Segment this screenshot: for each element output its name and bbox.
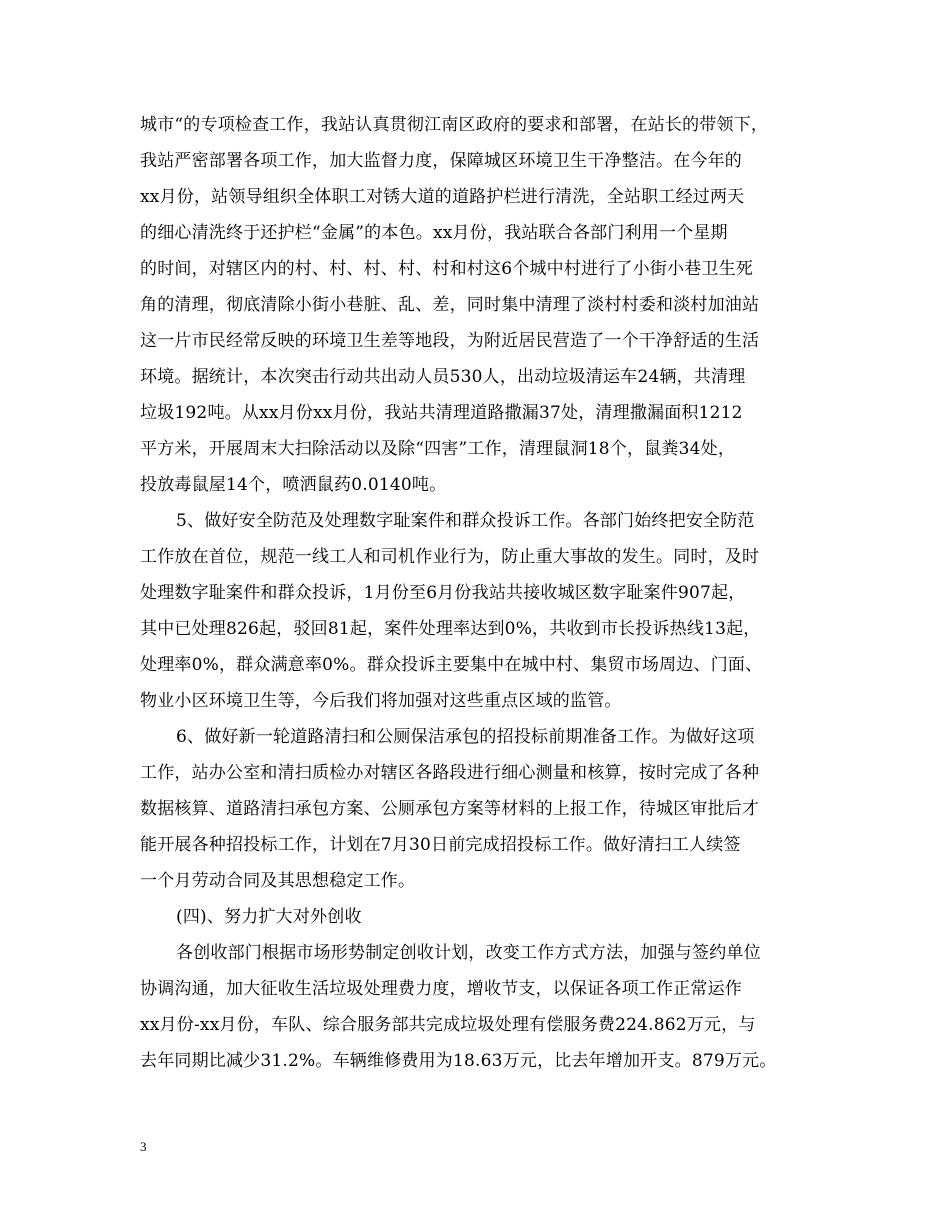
text-line: 工作放在首位，规范一线工人和司机作业行为，防止重大事故的发生。同时，及时	[140, 547, 760, 567]
text-line: 环境。据统计，本次突击行动共出动人员530人，出动垃圾清运车24辆，共清理	[140, 367, 746, 387]
text-line: 其中已处理826起，驳回81起，案件处理率达到0%，共收到市长投诉热线13起，	[140, 619, 761, 639]
text-line: 投放毒鼠屋14个，喷洒鼠药0.0140吨。	[140, 475, 447, 495]
text-line: 一个月劳动合同及其思想稳定工作。	[140, 871, 416, 891]
section-heading: (四)、努力扩大对外创收	[176, 907, 362, 927]
text-line: 去年同期比减少31.2%。车辆维修费用为18.63万元，比去年增加开支。879万元。	[140, 1051, 777, 1071]
text-line: xx月份-xx月份，车队、综合服务部共完成垃圾处理有偿服务费224.862万元，与	[140, 1015, 756, 1035]
text-line: xx月份，站领导组织全体职工对锈大道的道路护栏进行清洗，全站职工经过两天	[140, 187, 745, 207]
text-line: 城市“的专项检查工作，我站认真贯彻江南区政府的要求和部署，在站长的带领下，	[140, 115, 769, 135]
text-line: 物业小区环境卫生等，今后我们将加强对这些重点区域的监管。	[140, 691, 622, 711]
text-line: 垃圾192吨。从xx月份xx月份，我站共清理道路撒漏37处，清理撒漏面积1212	[140, 403, 743, 423]
text-line: 角的清理，彻底清除小街小巷脏、乱、差，同时集中清理了淡村村委和淡村加油站	[140, 295, 760, 315]
text-line: 协调沟通，加大征收生活垃圾处理费力度，增收节支，以保证各项工作正常运作	[140, 979, 742, 999]
text-line: 数据核算、道路清扫承包方案、公厕承包方案等材料的上报工作，待城区审批后才	[140, 799, 760, 819]
text-line: 平方米，开展周末大扫除活动以及除“四害”工作，清理鼠洞18个，鼠粪34处，	[140, 439, 736, 459]
text-line: 各创收部门根据市场形势制定创收计划，改变工作方式方法，加强与签约单位	[176, 943, 761, 963]
text-line: 这一片市民经常反映的环境卫生差等地段，为附近居民营造了一个干净舒适的生活	[140, 331, 760, 351]
paragraph-heading-6: 6、做好新一轮道路清扫和公厕保洁承包的招投标前期准备工作。为做好这项	[176, 727, 755, 747]
text-line: 处理率0%，群众满意率0%。群众投诉主要集中在城中村、集贸市场周边、门面、	[140, 655, 763, 675]
text-line: 的细心清洗终于还护栏“金属”的本色。xx月份，我站联合各部门利用一个星期	[140, 223, 728, 243]
text-line: 处理数字耻案件和群众投诉，1月份至6月份我站共接收城区数字耻案件907起，	[140, 583, 746, 603]
page-number: 3	[140, 1139, 147, 1154]
text-line: 我站严密部署各项工作，加大监督力度，保障城区环境卫生干净整洁。在今年的	[140, 151, 742, 171]
paragraph-heading-5: 5、做好安全防范及处理数字耻案件和群众投诉工作。各部门始终把安全防范	[176, 511, 755, 531]
text-line: 工作，站办公室和清扫质检办对辖区各路段进行细心测量和核算，按时完成了各种	[140, 763, 760, 783]
text-line: 能开展各种招投标工作，计划在7月30日前完成招投标工作。做好清扫工人续签	[140, 835, 741, 855]
text-line: 的时间，对辖区内的村、村、村、村、村和村这6个城中村进行了小街小巷卫生死	[140, 259, 754, 279]
